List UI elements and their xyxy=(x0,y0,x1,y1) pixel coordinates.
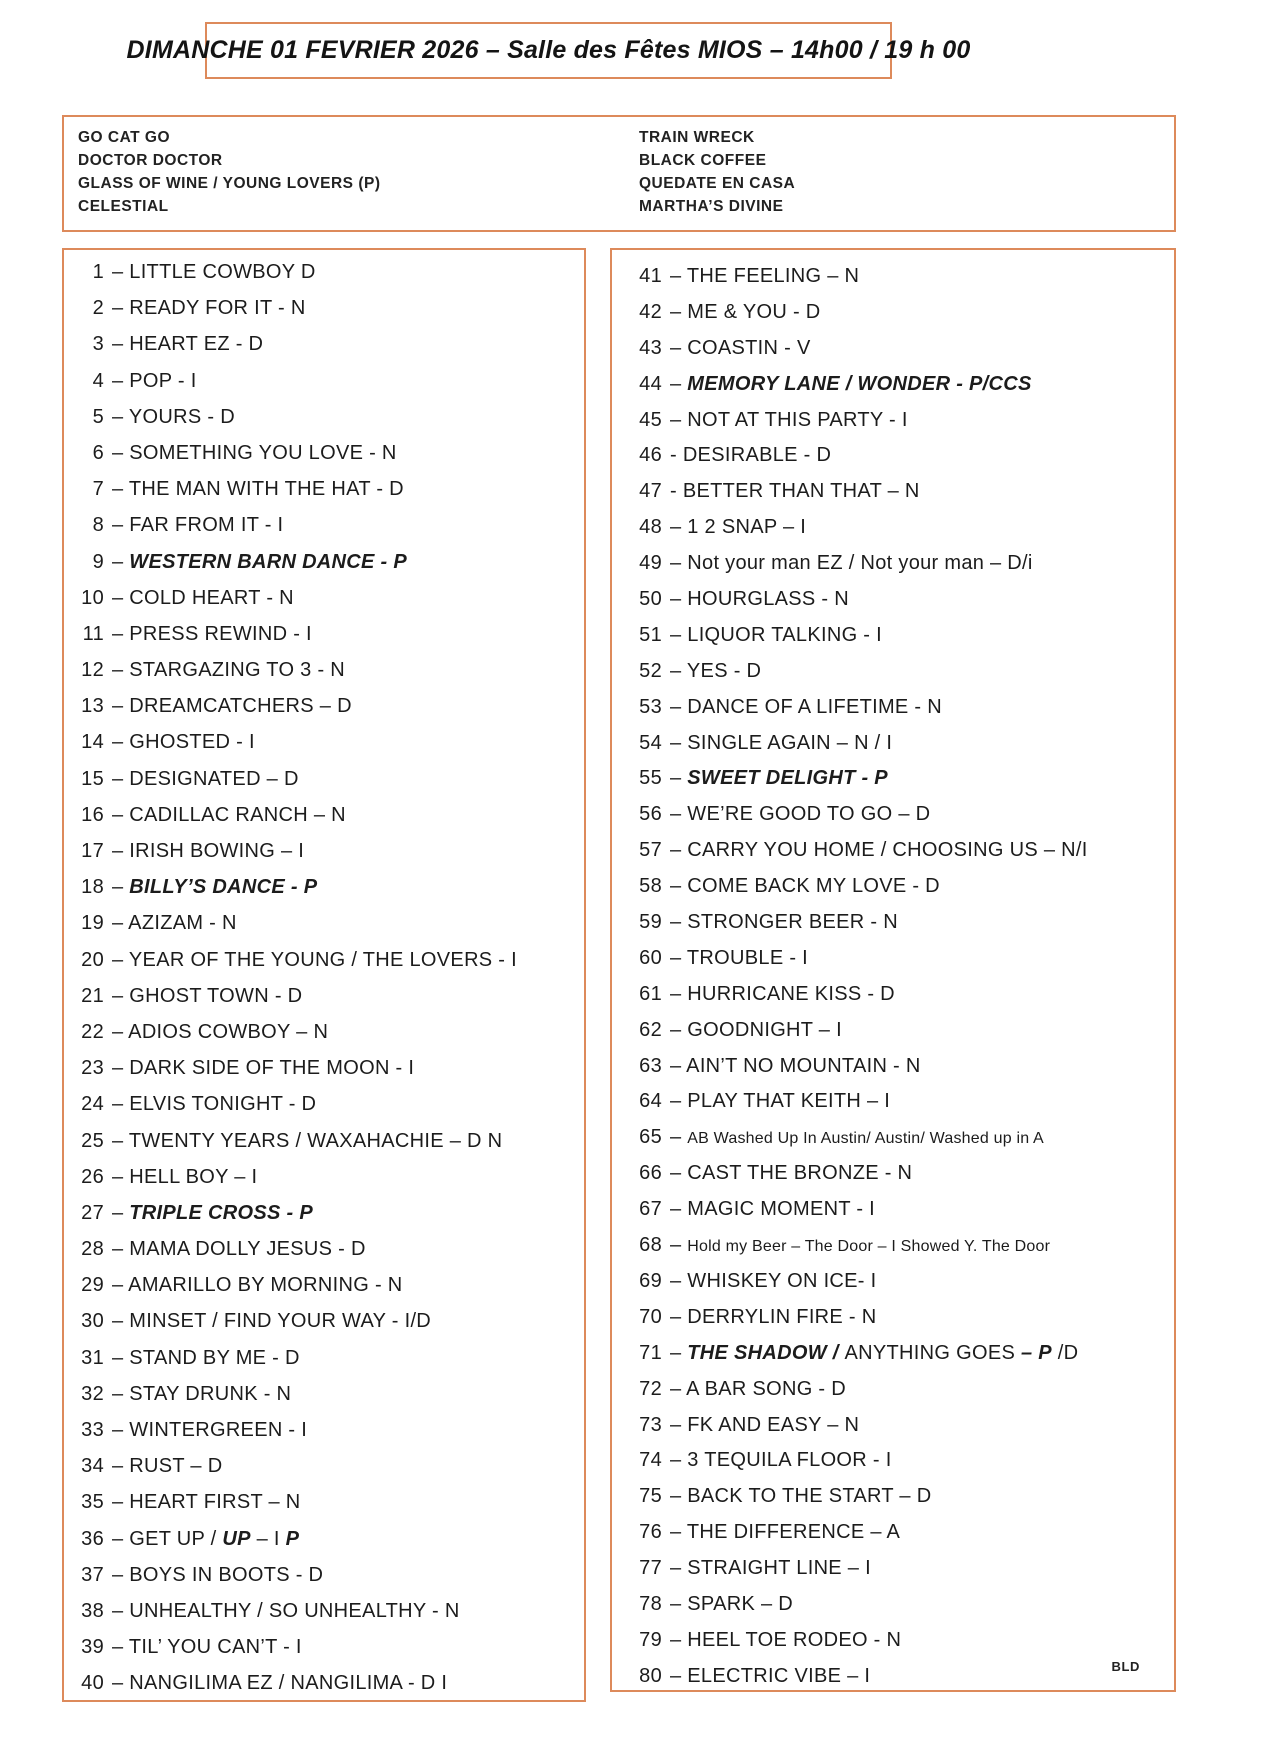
setlist-item-number: 45 xyxy=(639,408,662,431)
setlist-item-number: 75 xyxy=(639,1485,662,1508)
setlist-item-text: – HEART FIRST – N xyxy=(112,1491,301,1514)
setlist-item xyxy=(78,1303,584,1339)
setlist-item-number: 2 xyxy=(92,297,104,320)
setlist-item-text: – GET UP / xyxy=(112,1527,223,1550)
setlist-item xyxy=(636,1408,1174,1444)
setlist-item-text: – DERRYLIN FIRE - N xyxy=(670,1305,877,1328)
setlist-item-text: – xyxy=(670,1341,688,1364)
setlist-item-text: – DANCE OF A LIFETIME - N xyxy=(670,695,942,718)
setlist-item-number: 68 xyxy=(639,1234,662,1257)
setlist-item-text: – SINGLE AGAIN – N / I xyxy=(670,731,893,754)
setlist-item-text: UP xyxy=(222,1527,251,1550)
setlist-item-text: – YOURS - D xyxy=(112,405,235,428)
setlist-item xyxy=(78,363,584,399)
setlist-item xyxy=(78,399,584,435)
setlist-item-number: 50 xyxy=(639,588,662,611)
setlist-item-number: 4 xyxy=(92,369,104,392)
setlist-item-number: 30 xyxy=(81,1310,104,1333)
setlist-item-number: 77 xyxy=(639,1557,662,1580)
setlist-item-text: – THE DIFFERENCE – A xyxy=(670,1521,901,1544)
setlist-item-number: 20 xyxy=(81,948,104,971)
setlist-item-text: MEMORY LANE / WONDER - P/CCS xyxy=(687,372,1032,395)
setlist-item xyxy=(78,1267,584,1303)
setlist-item-number: 8 xyxy=(92,514,104,537)
setlist-item-text: – IRISH BOWING – I xyxy=(112,840,305,862)
setlist-item-text: – ELECTRIC VIBE – I xyxy=(670,1664,871,1687)
setlist-item-text: – Not your man EZ / Not your man – D/i xyxy=(670,552,1033,575)
setlist-item-number: 24 xyxy=(81,1093,104,1116)
setlist-item-number: 37 xyxy=(81,1563,104,1586)
setlist-item xyxy=(636,1551,1174,1587)
setlist-item-number: 52 xyxy=(639,659,662,682)
setlist-item-number: 61 xyxy=(639,982,662,1005)
setlist-item-number: 18 xyxy=(81,876,104,899)
setlist-item xyxy=(78,1376,584,1412)
title-box xyxy=(126,22,971,79)
setlist-item-number: 14 xyxy=(81,731,104,754)
setlist-item-text: – 1 2 SNAP – I xyxy=(670,516,807,539)
setlist-item-text: – WINTERGREEN - I xyxy=(112,1419,308,1441)
setlist-item-text: THE SHADOW / xyxy=(687,1341,845,1364)
setlist-item-number: 66 xyxy=(639,1162,662,1185)
setlist-item-text: BILLY’S DANCE - P xyxy=(129,876,318,899)
setlist-item-text: – STAY DRUNK - N xyxy=(112,1382,292,1405)
setlist-item xyxy=(636,1587,1174,1623)
setlist-item xyxy=(78,978,584,1014)
setlist-item xyxy=(636,1515,1174,1551)
setlist-item-text: – HURRICANE KISS - D xyxy=(670,982,895,1005)
setlist-item xyxy=(636,977,1174,1013)
setlist-item xyxy=(636,295,1174,331)
setlist-item-text: – UNHEALTHY / SO UNHEALTHY - N xyxy=(112,1599,460,1622)
setlist-item xyxy=(636,1120,1174,1156)
setlist-item-text: – RUST – D xyxy=(112,1455,223,1478)
setlist-item-text: – HEEL TOE RODEO - N xyxy=(670,1628,902,1651)
setlist-item-text: – THE MAN WITH THE HAT - D xyxy=(112,478,404,501)
setlist-item-number: 51 xyxy=(639,623,662,646)
setlist-item-number: 16 xyxy=(81,803,104,826)
setlist-item-text: – BOYS IN BOOTS - D xyxy=(112,1563,324,1586)
warmup-song: CELESTIAL xyxy=(78,198,169,215)
setlist-item-number: 25 xyxy=(81,1129,104,1152)
setlist-item-text: – GHOSTED - I xyxy=(112,731,255,754)
setlist-item-number: 40 xyxy=(81,1672,104,1695)
setlist-item xyxy=(636,1084,1174,1120)
setlist-item-number: 1 xyxy=(92,261,104,283)
setlist-item xyxy=(636,726,1174,762)
setlist-item-number: 71 xyxy=(639,1341,662,1364)
setlist-item xyxy=(636,618,1174,654)
setlist-item-text: – HELL BOY – I xyxy=(112,1165,258,1188)
setlist-item-number: 55 xyxy=(639,767,662,790)
setlist-item-number: 56 xyxy=(639,803,662,826)
setlist-item xyxy=(636,654,1174,690)
setlist-item xyxy=(78,1195,584,1231)
setlist-item xyxy=(78,761,584,797)
setlist-item xyxy=(636,474,1174,510)
setlist-item-number: 67 xyxy=(639,1198,662,1221)
setlist-item xyxy=(636,1264,1174,1300)
setlist-item-text: – PRESS REWIND - I xyxy=(112,622,312,645)
setlist-item-text: – HOURGLASS - N xyxy=(670,588,849,611)
setlist-item xyxy=(636,941,1174,977)
setlist-item xyxy=(78,869,584,905)
setlist-item xyxy=(78,1665,584,1701)
setlist-item xyxy=(78,507,584,543)
setlist-item-text: – HEART EZ - D xyxy=(112,333,264,356)
setlist-item xyxy=(78,1123,584,1159)
setlist-item-text: – SPARK – D xyxy=(670,1592,793,1615)
setlist-item xyxy=(78,616,584,652)
setlist-item-text: - DESIRABLE - D xyxy=(670,444,832,467)
setlist-item-text: ANYTHING GOES xyxy=(844,1341,1021,1364)
setlist-item xyxy=(636,1479,1174,1515)
warmup-song: BLACK COFFEE xyxy=(639,152,767,169)
setlist-item xyxy=(636,259,1174,295)
setlist-item-number: 62 xyxy=(639,1018,662,1041)
setlist-item-number: 43 xyxy=(639,336,662,359)
setlist-item xyxy=(78,1484,584,1520)
setlist-item xyxy=(636,833,1174,869)
warmup-song: TRAIN WRECK xyxy=(639,129,755,146)
setlist-item-text: – TWENTY YEARS / WAXAHACHIE – D N xyxy=(112,1129,503,1152)
setlist-item-text: – FK AND EASY – N xyxy=(670,1413,860,1436)
setlist-item xyxy=(78,471,584,507)
setlist-item-text: – BACK TO THE START – D xyxy=(670,1485,932,1508)
setlist-item-text: – A BAR SONG - D xyxy=(670,1377,846,1400)
setlist-item-number: 72 xyxy=(639,1377,662,1400)
setlist-item xyxy=(78,290,584,326)
setlist-item-text: P xyxy=(285,1527,300,1550)
setlist-item xyxy=(78,580,584,616)
setlist-item xyxy=(78,1050,584,1086)
setlist-item-number: 27 xyxy=(81,1201,104,1224)
setlist-item-number: 73 xyxy=(639,1413,662,1436)
setlist-item xyxy=(78,1521,584,1557)
setlist-item-text: – MINSET / FIND YOUR WAY - I/D xyxy=(112,1310,432,1333)
setlist-item-number: 28 xyxy=(81,1238,104,1261)
setlist-item-number: 64 xyxy=(639,1090,662,1113)
setlist-item-text: – DARK SIDE OF THE MOON - I xyxy=(112,1057,415,1080)
setlist-item-number: 42 xyxy=(639,300,662,323)
setlist-item-number: 35 xyxy=(81,1491,104,1514)
setlist-item-text: – MAGIC MOMENT - I xyxy=(670,1198,876,1221)
setlist-item-number: 69 xyxy=(639,1269,662,1292)
setlist-item-number: 54 xyxy=(639,731,662,754)
setlist-item xyxy=(636,1443,1174,1479)
setlist-item xyxy=(636,403,1174,439)
setlist-item-text: - BETTER THAN THAT – N xyxy=(670,480,920,503)
setlist-item-number: 76 xyxy=(639,1521,662,1544)
setlist-item-number: 79 xyxy=(639,1628,662,1651)
warmup-column-left xyxy=(78,126,381,218)
setlist-item-number: 53 xyxy=(639,695,662,718)
setlist-item xyxy=(78,1086,584,1122)
setlist-item xyxy=(78,326,584,362)
setlist-item-text: – SOMETHING YOU LOVE - N xyxy=(112,441,397,464)
setlist-item-number: 11 xyxy=(82,622,104,645)
setlist-item-text: – GHOST TOWN - D xyxy=(112,984,303,1007)
setlist-item-text: – TROUBLE - I xyxy=(670,946,809,969)
setlist-item xyxy=(636,1372,1174,1408)
setlist-item xyxy=(78,1014,584,1050)
setlist-item xyxy=(78,942,584,978)
setlist-item-number: 80 xyxy=(639,1664,662,1687)
setlist-item-text: – WHISKEY ON ICE- I xyxy=(670,1269,877,1292)
setlist-item-text: AB Washed Up In Austin/ Austin/ Washed up in A xyxy=(687,1130,1044,1148)
setlist-item xyxy=(78,797,584,833)
setlist-item xyxy=(78,435,584,471)
setlist-item-text: – PLAY THAT KEITH – I xyxy=(670,1090,891,1113)
setlist-item-text: – xyxy=(670,1126,688,1149)
setlist-item-number: 3 xyxy=(92,333,104,356)
setlist-item-text: – xyxy=(112,876,130,899)
warmup-song: GLASS OF WINE / YOUNG LOVERS (P) xyxy=(78,175,381,192)
setlist-item xyxy=(636,1623,1174,1659)
setlist-item-number: 46 xyxy=(639,444,662,467)
setlist-item xyxy=(636,1192,1174,1228)
warmup-column-right xyxy=(639,126,795,218)
setlist-item-text: – READY FOR IT - N xyxy=(112,297,306,320)
setlist-item-number: 9 xyxy=(92,550,104,573)
setlist-item xyxy=(78,544,584,580)
setlist-item-text: – DESIGNATED – D xyxy=(112,767,299,790)
setlist-item-number: 10 xyxy=(81,586,104,609)
setlist-item-text: – I xyxy=(250,1527,286,1550)
setlist-item-text: – STRONGER BEER - N xyxy=(670,911,898,934)
setlist-item-text: – AZIZAM - N xyxy=(112,912,237,935)
setlist-item xyxy=(78,833,584,869)
setlist-item-text: – CARRY YOU HOME / CHOOSING US – N/I xyxy=(670,839,1088,862)
setlist-item-number: 15 xyxy=(81,767,104,790)
setlist-item-number: 26 xyxy=(81,1165,104,1188)
setlist-item-text: – AIN’T NO MOUNTAIN - N xyxy=(670,1054,921,1077)
setlist-item-number: 12 xyxy=(81,659,104,682)
setlist-item-number: 32 xyxy=(81,1382,104,1405)
warmup-song: GO CAT GO xyxy=(78,129,171,146)
setlist-item-text: – STRAIGHT LINE – I xyxy=(670,1557,871,1580)
setlist-item xyxy=(78,1557,584,1593)
setlist-item xyxy=(636,367,1174,403)
setlist-item-text: Hold my Beer – The Door – I Showed Y. The Door xyxy=(687,1238,1051,1256)
setlist-item-number: 70 xyxy=(639,1305,662,1328)
setlist-item-number: 60 xyxy=(639,946,662,969)
setlist-item-text: – THE FEELING – N xyxy=(670,265,860,287)
setlist-item-number: 49 xyxy=(639,552,662,575)
setlist-item-number: 6 xyxy=(92,441,104,464)
setlist-item xyxy=(78,905,584,941)
warmup-song: DOCTOR DOCTOR xyxy=(78,152,223,169)
setlist-item-text: – xyxy=(670,1234,688,1257)
setlist-item-text: – ME & YOU - D xyxy=(670,300,821,323)
setlist-item-text: – YEAR OF THE YOUNG / THE LOVERS - I xyxy=(112,948,517,971)
setlist-item-text: – LITTLE COWBOY D xyxy=(112,261,316,283)
setlist-item-number: 17 xyxy=(81,840,104,862)
setlist-item-number: 58 xyxy=(639,875,662,898)
setlist-item-text: WESTERN BARN DANCE - P xyxy=(129,550,407,573)
setlist-item-text: – LIQUOR TALKING - I xyxy=(670,623,882,646)
setlist-item-text: – DREAMCATCHERS – D xyxy=(112,695,352,718)
setlist-item-text: – GOODNIGHT – I xyxy=(670,1018,842,1041)
setlist-item-number: 65 xyxy=(639,1126,662,1149)
setlist-item-text: – FAR FROM IT - I xyxy=(112,514,284,537)
warmup-box xyxy=(62,115,1176,232)
setlist-item xyxy=(78,254,584,290)
setlist-item-number: 38 xyxy=(81,1599,104,1622)
setlist-item xyxy=(78,724,584,760)
setlist-item xyxy=(636,438,1174,474)
setlist-item xyxy=(636,1336,1174,1372)
setlist-item-number: 34 xyxy=(81,1455,104,1478)
setlist-item-number: 29 xyxy=(81,1274,104,1297)
setlist-item-text: SWEET DELIGHT - P xyxy=(687,767,888,790)
setlist-left-box xyxy=(62,248,586,1702)
setlist-item xyxy=(78,1629,584,1665)
setlist-item-text: – TIL’ YOU CAN’T - I xyxy=(112,1636,302,1659)
setlist-item-text: – ADIOS COWBOY – N xyxy=(112,1020,329,1043)
setlist-item-text: – YES - D xyxy=(670,659,762,682)
setlist-item-number: 57 xyxy=(639,839,662,862)
setlist-item-number: 23 xyxy=(81,1057,104,1080)
setlist-item-number: 44 xyxy=(639,372,662,395)
setlist-item xyxy=(636,690,1174,726)
setlist-item xyxy=(78,652,584,688)
setlist-item xyxy=(78,1340,584,1376)
setlist-item-number: 41 xyxy=(639,265,662,287)
setlist-item-text: – 3 TEQUILA FLOOR - I xyxy=(670,1449,892,1472)
setlist-item xyxy=(636,510,1174,546)
setlist-item-number: 59 xyxy=(639,911,662,934)
setlist-item xyxy=(636,582,1174,618)
setlist-item xyxy=(636,905,1174,941)
setlist-item-text: – xyxy=(670,372,688,395)
setlist-item-text: – POP - I xyxy=(112,369,197,392)
setlist-item-text: – ELVIS TONIGHT - D xyxy=(112,1093,317,1116)
setlist-item-number: 63 xyxy=(639,1054,662,1077)
setlist-item-text: – NOT AT THIS PARTY - I xyxy=(670,408,908,431)
setlist-item-text: – STARGAZING TO 3 - N xyxy=(112,659,346,682)
setlist-item xyxy=(636,761,1174,797)
setlist-item-number: 5 xyxy=(92,405,104,428)
setlist-item-text: – NANGILIMA EZ / NANGILIMA - D I xyxy=(112,1672,448,1695)
setlist-item-text: – CAST THE BRONZE - N xyxy=(670,1162,913,1185)
setlist-item-number: 39 xyxy=(81,1636,104,1659)
setlist-item-text: TRIPLE CROSS - P xyxy=(129,1201,313,1224)
initials-note: BLD xyxy=(1111,1659,1140,1674)
setlist-item-text: – COASTIN - V xyxy=(670,336,811,359)
setlist-item xyxy=(636,1156,1174,1192)
setlist-item xyxy=(636,1228,1174,1264)
setlist-right-box xyxy=(610,248,1176,1692)
setlist-item-text: /D xyxy=(1051,1341,1079,1364)
setlist-item-number: 22 xyxy=(81,1020,104,1043)
setlist-item-number: 47 xyxy=(639,480,662,503)
setlist-item xyxy=(636,797,1174,833)
setlist-item-number: 13 xyxy=(81,695,104,718)
setlist-item-text: – COLD HEART - N xyxy=(112,586,294,609)
setlist-item-text: – P xyxy=(1020,1341,1052,1364)
setlist-item-number: 78 xyxy=(639,1592,662,1615)
setlist-item-number: 7 xyxy=(92,478,104,501)
setlist-item xyxy=(636,1659,1174,1695)
setlist-item xyxy=(78,688,584,724)
setlist-item-number: 74 xyxy=(639,1449,662,1472)
setlist-item-text: – AMARILLO BY MORNING - N xyxy=(112,1274,403,1297)
setlist-item-text: – MAMA DOLLY JESUS - D xyxy=(112,1238,366,1261)
setlist-item-text: – xyxy=(670,767,688,790)
setlist-item xyxy=(78,1159,584,1195)
setlist-item-text: – xyxy=(112,1201,130,1224)
setlist-item-number: 31 xyxy=(81,1346,104,1369)
setlist-item-number: 48 xyxy=(639,516,662,539)
setlist-item-number: 21 xyxy=(81,984,104,1007)
setlist-item xyxy=(78,1412,584,1448)
setlist-item-number: 19 xyxy=(81,912,104,935)
setlist-item-text: – STAND BY ME - D xyxy=(112,1346,300,1369)
warmup-song: MARTHA’S DIVINE xyxy=(639,198,784,215)
event-title: DIMANCHE 01 FEVRIER 2026 – Salle des Fêtes MIOS – 14h00 / 19 h 00 xyxy=(126,36,971,64)
setlist-item-text: – COME BACK MY LOVE - D xyxy=(670,875,940,898)
setlist-item-text: – CADILLAC RANCH – N xyxy=(112,803,346,826)
setlist-item xyxy=(78,1593,584,1629)
setlist-item-number: 33 xyxy=(81,1419,104,1441)
setlist-item xyxy=(636,546,1174,582)
warmup-song: QUEDATE EN CASA xyxy=(639,175,796,192)
setlist-item xyxy=(78,1231,584,1267)
setlist-item xyxy=(636,331,1174,367)
setlist-item xyxy=(78,1448,584,1484)
setlist-item-text: – xyxy=(112,550,130,573)
setlist-item xyxy=(636,1300,1174,1336)
setlist-item xyxy=(636,1049,1174,1085)
setlist-item-text: – WE’RE GOOD TO GO – D xyxy=(670,803,931,826)
setlist-item xyxy=(636,1013,1174,1049)
setlist-item xyxy=(636,869,1174,905)
setlist-item-number: 36 xyxy=(81,1527,104,1550)
